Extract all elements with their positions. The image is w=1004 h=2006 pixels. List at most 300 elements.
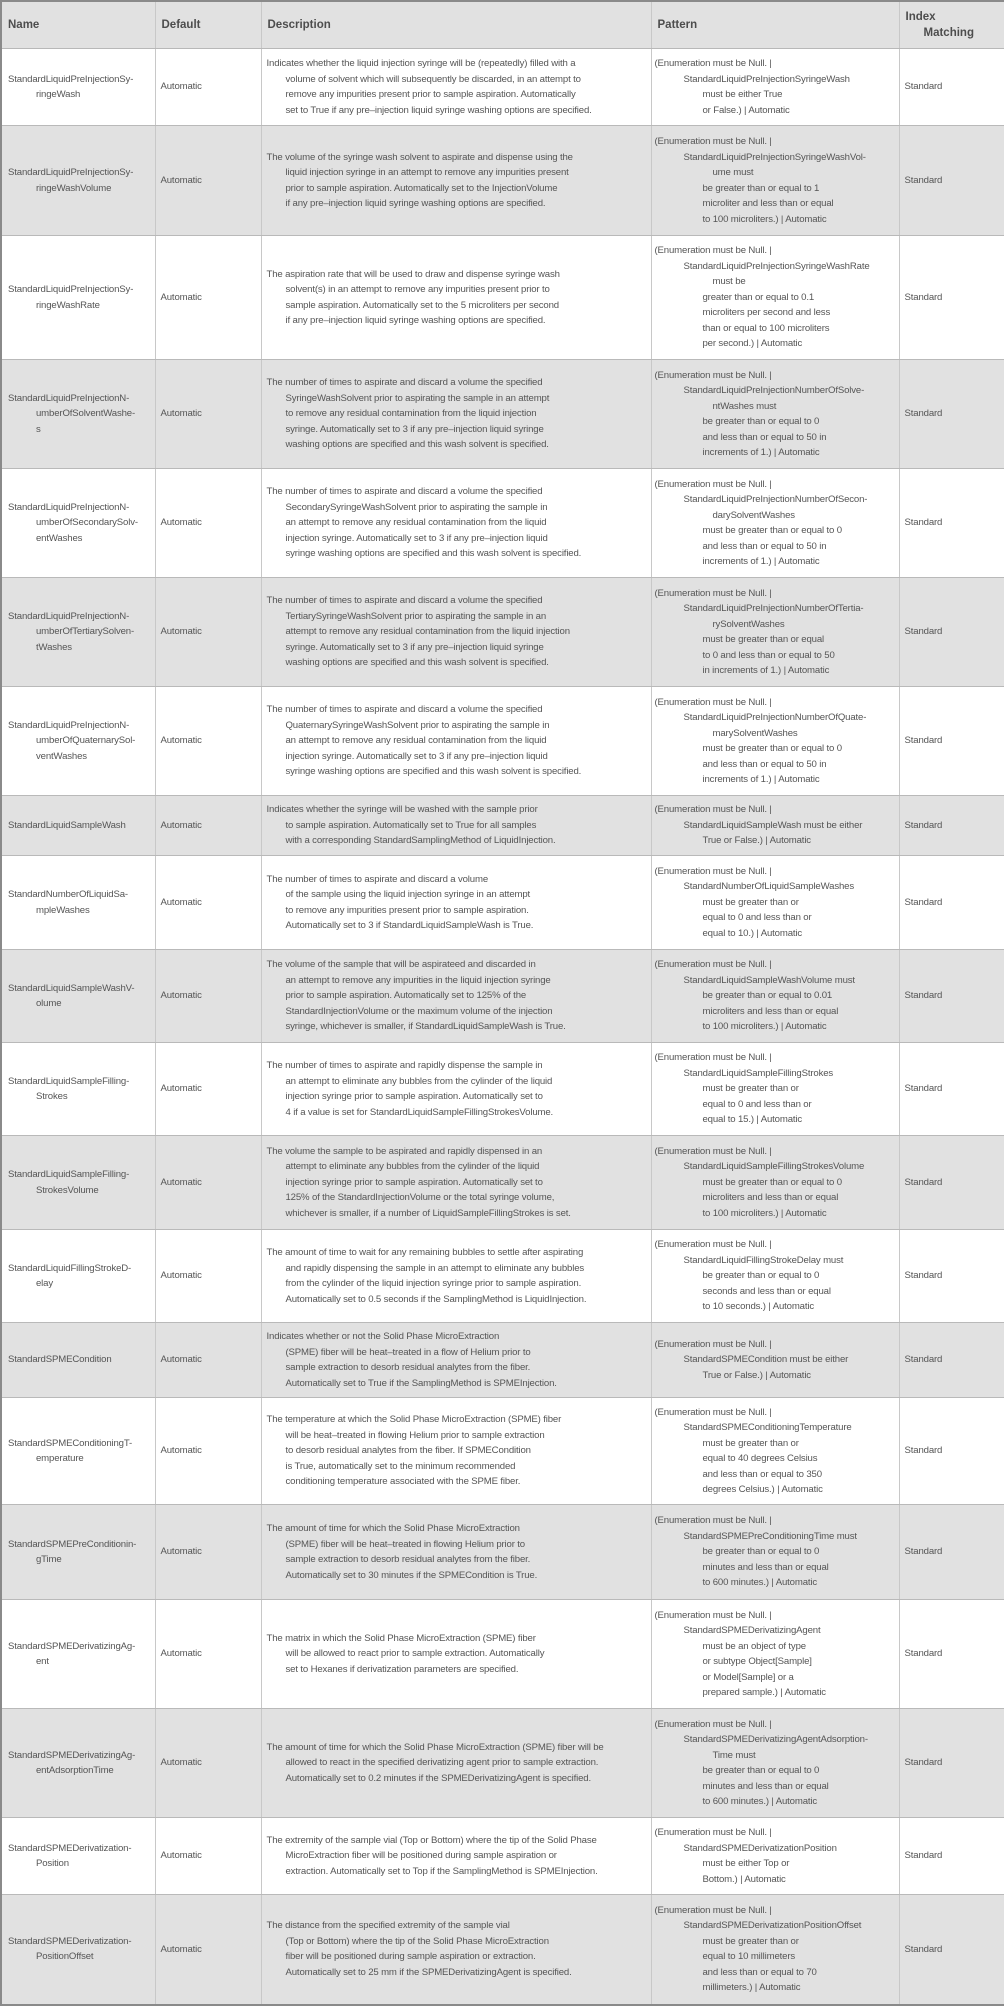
option-name-text: StrokesVolume [36, 1184, 99, 1196]
pattern-text: (Enumeration must be Null. | [654, 1718, 772, 1730]
pattern-cell [651, 1600, 899, 1709]
pattern-cell [651, 1709, 899, 1818]
pattern-text: must be greater than or [702, 896, 799, 908]
description-text: extraction. Automatically set to Top if the SamplingMethod is SPMEInjection. [285, 1865, 598, 1877]
option-name-cell [1, 856, 155, 950]
pattern-text: Bottom.) | Automatic [702, 1873, 786, 1885]
pattern-text: microliters and less than or equal [702, 1192, 839, 1204]
pattern-text: StandardLiquidFillingStrokeDelay must [683, 1254, 844, 1266]
pattern-text: (Enumeration must be Null. | [654, 959, 772, 971]
pattern-text: StandardNumberOfLiquidSampleWashes [683, 881, 855, 893]
option-name-cell [1, 49, 155, 126]
option-name-cell [1, 469, 155, 578]
pattern-text: and less than or equal to 50 in [702, 758, 827, 770]
option-name-text: ringeWashRate [36, 299, 100, 311]
option-name-text: StandardSPMEConditioningT- [8, 1437, 133, 1449]
pattern-text: must be greater than or equal to 0 [702, 743, 842, 754]
description-text: will be allowed to react prior to sample extraction. Automatically [285, 1648, 545, 1660]
description-text: and rapidly dispensing the sample in an attempt to eliminate any bubbles [285, 1262, 585, 1274]
default-value-cell: Automatic [155, 1043, 261, 1136]
description-text: to remove any impurities present prior to sample aspiration. [285, 904, 529, 916]
option-name-text: StandardLiquidPreInjectionN- [8, 392, 130, 404]
pattern-text: or Model[Sample] or a [702, 1671, 794, 1683]
option-name-cell [1, 687, 155, 796]
table-row [1, 1230, 1004, 1323]
pattern-text: darySolventWashes [712, 509, 795, 521]
option-name-cell [1, 1230, 155, 1323]
option-name-cell [1, 1600, 155, 1709]
description-text: (SPME) fiber will be heat–treated in flowing Helium prior to [285, 1538, 525, 1550]
option-name-cell [1, 126, 155, 236]
pattern-cell [651, 236, 899, 360]
index-matching-cell: Standard [899, 687, 1004, 796]
pattern-text: be greater than or equal to 1 [702, 182, 820, 194]
description-text: The number of times to aspirate and discard a volume the specified [266, 377, 543, 389]
pattern-text: be greater than or equal to 0 [702, 1546, 820, 1558]
description-text: remove any impurities present prior to sample aspiration. Automatically [285, 89, 576, 100]
header-default: Default [155, 1, 261, 49]
description-text: The matrix in which the Solid Phase MicroExtraction (SPME) fiber [266, 1632, 536, 1644]
option-name-text: emperature [36, 1453, 84, 1464]
description-cell [261, 950, 651, 1043]
option-name-text: StandardSPMEDerivatization- [8, 1935, 132, 1947]
pattern-text: (Enumeration must be Null. | [654, 1145, 772, 1157]
option-name-text: umberOfSolventWashe- [36, 408, 136, 420]
option-name-text: elay [36, 1278, 53, 1289]
table-row [1, 1136, 1004, 1230]
description-text: Indicates whether the liquid injection syringe will be (repeatedly) filled with a [266, 58, 576, 69]
option-name-cell [1, 578, 155, 687]
description-cell [261, 1043, 651, 1136]
pattern-text: must be greater than or [702, 1437, 799, 1449]
pattern-text: increments of 1.) | Automatic [702, 556, 820, 567]
description-text: sample aspiration. Automatically set to the 5 microliters per second [285, 299, 559, 311]
pattern-text: must be greater than or [702, 1083, 799, 1095]
description-text: allowed to react in the specified derivatizing agent prior to sample extraction. [285, 1757, 599, 1769]
table-row [1, 469, 1004, 578]
index-matching-cell: Standard [899, 578, 1004, 687]
pattern-text: StandardLiquidSampleFillingStrokesVolume [683, 1161, 865, 1173]
description-text: The number of times to aspirate and discard a volume the specified [266, 595, 543, 607]
pattern-text: StandardSPMEDerivatizationPosition [683, 1842, 837, 1854]
default-value-cell: Automatic [155, 126, 261, 236]
description-text: TertiarySyringeWashSolvent prior to aspirating the sample in an [285, 610, 547, 622]
description-cell [261, 49, 651, 126]
pattern-text: ume must [712, 167, 754, 178]
pattern-text: (Enumeration must be Null. | [654, 1609, 772, 1621]
description-cell [261, 1230, 651, 1323]
description-text: QuaternarySyringeWashSolvent prior to aspirating the sample in [285, 719, 550, 731]
description-text: The number of times to aspirate and discard a volume [266, 873, 488, 885]
pattern-text: True or False.) | Automatic [702, 1369, 811, 1381]
default-value-cell: Automatic [155, 950, 261, 1043]
option-name-cell [1, 796, 155, 856]
pattern-text: equal to 40 degrees Celsius [702, 1453, 818, 1464]
description-cell [261, 1505, 651, 1600]
header-index-matching-line1: Index [905, 11, 936, 23]
description-text: 4 if a value is set for StandardLiquidSampleFillingStrokesVolume. [285, 1106, 554, 1118]
description-text: to desorb residual analytes from the fiber. If SPMECondition [285, 1445, 531, 1457]
description-text: Indicates whether or not the Solid Phase MicroExtraction [266, 1331, 500, 1342]
pattern-text: must be [712, 276, 746, 288]
pattern-text: (Enumeration must be Null. | [654, 696, 772, 708]
description-cell [261, 1600, 651, 1709]
pattern-text: equal to 15.) | Automatic [702, 1114, 803, 1126]
table-row [1, 796, 1004, 856]
pattern-text: StandardSPMEDerivatizingAgentAdsorption- [683, 1734, 868, 1745]
table-row [1, 126, 1004, 236]
option-name-text: StandardLiquidPreInjectionN- [8, 719, 130, 731]
description-text: whichever is smaller, if a number of LiquidSampleFillingStrokes is set. [285, 1207, 571, 1219]
table-row [1, 856, 1004, 950]
pattern-text: to 600 minutes.) | Automatic [702, 1577, 818, 1589]
pattern-text: must be either Top or [702, 1858, 790, 1869]
pattern-cell [651, 126, 899, 236]
option-name-text: mpleWashes [36, 904, 90, 916]
description-text: prior to sample aspiration. Automatically set to the InjectionVolume [285, 182, 558, 194]
pattern-text: (Enumeration must be Null. | [654, 1904, 772, 1916]
description-text: washing options are specified and this wash solvent is specified. [285, 657, 549, 669]
description-text: SecondarySyringeWashSolvent prior to aspirating the sample in [285, 501, 548, 513]
default-value-cell: Automatic [155, 1230, 261, 1323]
description-text: if any pre–injection liquid syringe washing options are specified. [285, 198, 546, 209]
description-text: washing options are specified and this wash solvent is specified. [285, 439, 549, 451]
pattern-cell [651, 1505, 899, 1600]
pattern-text: to 0 and less than or equal to 50 [702, 649, 835, 661]
option-name-text: ringeWashVolume [36, 182, 112, 194]
pattern-cell [651, 950, 899, 1043]
description-text: prior to sample aspiration. Automatically set to 125% of the [285, 990, 527, 1002]
default-value-cell: Automatic [155, 687, 261, 796]
description-text: The extremity of the sample vial (Top or Bottom) where the tip of the Solid Phase [266, 1834, 597, 1846]
default-value-cell: Automatic [155, 1709, 261, 1818]
description-cell [261, 1398, 651, 1505]
description-cell [261, 687, 651, 796]
option-name-text: StandardLiquidPreInjectionSy- [8, 73, 134, 85]
pattern-text: marySolventWashes [712, 727, 798, 739]
pattern-text: (Enumeration must be Null. | [654, 1052, 772, 1064]
option-name-text: tWashes [36, 641, 72, 653]
pattern-text: must be an object of type [702, 1640, 806, 1652]
table-row [1, 360, 1004, 469]
description-text: fiber will be positioned during sample aspiration or extraction. [285, 1951, 536, 1963]
option-name-cell [1, 1043, 155, 1136]
default-value-cell: Automatic [155, 1323, 261, 1398]
pattern-text: (Enumeration must be Null. | [654, 1239, 772, 1251]
pattern-cell [651, 1136, 899, 1230]
pattern-text: ntWashes must [712, 400, 777, 412]
pattern-text: (Enumeration must be Null. | [654, 245, 772, 257]
pattern-text: must be greater than or equal [702, 634, 825, 645]
description-text: The temperature at which the Solid Phase MicroExtraction (SPME) fiber [266, 1414, 562, 1426]
default-value-cell: Automatic [155, 1895, 261, 2005]
pattern-text: StandardSPMEDerivatizationPositionOffset [683, 1920, 862, 1932]
option-name-cell [1, 1818, 155, 1895]
default-value-cell: Automatic [155, 360, 261, 469]
pattern-text: StandardLiquidPreInjectionSyringeWash [683, 73, 850, 85]
description-text: injection syringe. Automatically set to 3 if any pre–injection liquid [285, 750, 548, 762]
pattern-text: (Enumeration must be Null. | [654, 1406, 772, 1418]
description-cell [261, 1136, 651, 1230]
table-row [1, 1398, 1004, 1505]
header-index-matching-line2: Matching [923, 27, 974, 39]
index-matching-cell: Standard [899, 1818, 1004, 1895]
option-name-text: StandardLiquidPreInjectionSy- [8, 167, 134, 178]
table-row [1, 1505, 1004, 1600]
header-index-matching [899, 1, 1004, 49]
pattern-text: millimeters.) | Automatic [702, 1982, 801, 1994]
index-matching-cell: Standard [899, 236, 1004, 360]
pattern-cell [651, 578, 899, 687]
header-row [1, 1, 1004, 49]
option-name-text: Position [36, 1858, 69, 1869]
description-cell [261, 1709, 651, 1818]
pattern-text: be greater than or equal to 0.01 [702, 990, 833, 1002]
description-text: The volume the sample to be aspirated and rapidly dispensed in an [266, 1145, 543, 1157]
table-row [1, 1709, 1004, 1818]
description-text: to remove any residual contamination from the liquid injection [285, 408, 537, 420]
pattern-text: increments of 1.) | Automatic [702, 447, 820, 458]
pattern-text: StandardSPMEConditioningTemperature [683, 1422, 852, 1433]
description-text: injection syringe prior to sample aspiration. Automatically set to [285, 1091, 543, 1102]
pattern-text: and less than or equal to 350 [702, 1468, 822, 1480]
table-row [1, 236, 1004, 360]
description-text: SyringeWashSolvent prior to aspirating the sample in an attempt [285, 392, 550, 404]
option-name-cell [1, 1398, 155, 1505]
option-name-text: StandardSPMEDerivatizingAg- [8, 1749, 136, 1761]
table-row [1, 578, 1004, 687]
description-cell [261, 1818, 651, 1895]
description-text: injection syringe prior to sample aspiration. Automatically set to [285, 1176, 543, 1188]
pattern-text: to 100 microliters.) | Automatic [702, 1021, 827, 1033]
pattern-text: (Enumeration must be Null. | [654, 865, 772, 877]
pattern-text: StandardSPMEPreConditioningTime must [683, 1530, 857, 1542]
description-text: of the sample using the liquid injection syringe in an attempt [285, 889, 531, 900]
index-matching-cell: Standard [899, 1323, 1004, 1398]
option-name-text: StandardSPMEDerivatization- [8, 1842, 132, 1854]
index-matching-cell: Standard [899, 1043, 1004, 1136]
pattern-text: (Enumeration must be Null. | [654, 804, 772, 816]
description-text: from the cylinder of the liquid injection syringe prior to sample aspiration. [285, 1278, 582, 1289]
option-name-cell [1, 1505, 155, 1600]
option-name-cell [1, 1709, 155, 1818]
default-value-cell: Automatic [155, 796, 261, 856]
pattern-cell [651, 360, 899, 469]
description-text: attempt to remove any residual contamination from the liquid injection [285, 626, 570, 638]
description-text: Indicates whether the syringe will be washed with the sample prior [266, 804, 538, 816]
description-text: The amount of time for which the Solid Phase MicroExtraction (SPME) fiber will be [266, 1741, 604, 1753]
option-name-text: umberOfSecondarySolv- [36, 517, 138, 529]
option-name-text: PositionOffset [36, 1951, 94, 1963]
description-text: set to True if any pre–injection liquid syringe washing options are specified. [285, 104, 592, 116]
pattern-text: (Enumeration must be Null. | [654, 1515, 772, 1527]
pattern-text: and less than or equal to 70 [702, 1966, 817, 1978]
pattern-text: than or equal to 100 microliters [702, 322, 830, 334]
pattern-cell [651, 687, 899, 796]
index-matching-cell: Standard [899, 1600, 1004, 1709]
option-name-text: s [36, 423, 41, 435]
description-text: The aspiration rate that will be used to draw and dispense syringe wash [266, 268, 560, 280]
option-name-text: StandardLiquidSampleWash [8, 819, 126, 831]
option-name-text: olume [36, 998, 62, 1009]
option-name-text: umberOfTertiarySolven- [36, 626, 135, 638]
pattern-text: StandardLiquidSampleFillingStrokes [683, 1067, 834, 1079]
index-matching-cell: Standard [899, 1398, 1004, 1505]
option-name-text: ent [36, 1656, 49, 1667]
description-text: will be heat–treated in flowing Helium prior to sample extraction [285, 1429, 545, 1441]
pattern-text: must be greater than or equal to 0 [702, 1176, 842, 1188]
option-name-cell [1, 236, 155, 360]
table-row [1, 1043, 1004, 1136]
description-text: sample extraction to desorb residual analytes from the fiber. [285, 1362, 531, 1373]
description-text: set to Hexanes if derivatization parameters are specified. [285, 1663, 519, 1675]
description-cell [261, 360, 651, 469]
description-text: Automatically set to 30 minutes if the SPMECondition is True. [285, 1569, 538, 1581]
table-row [1, 687, 1004, 796]
index-matching-cell: Standard [899, 469, 1004, 578]
option-name-cell [1, 950, 155, 1043]
pattern-text: microliters and less than or equal [702, 1005, 839, 1017]
option-name-text: Strokes [36, 1091, 68, 1102]
option-name-text: entAdsorptionTime [36, 1765, 114, 1776]
pattern-cell [651, 1323, 899, 1398]
option-name-text: gTime [36, 1554, 62, 1565]
pattern-text: microliter and less than or equal [702, 198, 834, 209]
pattern-text: to 100 microliters.) | Automatic [702, 1207, 827, 1219]
pattern-text: must be greater than or equal to 0 [702, 525, 842, 536]
default-value-cell: Automatic [155, 1600, 261, 1709]
table-row [1, 49, 1004, 126]
description-cell [261, 796, 651, 856]
default-value-cell: Automatic [155, 578, 261, 687]
table-row [1, 1323, 1004, 1398]
description-text: syringe washing options are specified and this wash solvent is specified. [285, 548, 582, 560]
pattern-cell [651, 856, 899, 950]
pattern-text: equal to 0 and less than or [702, 912, 812, 924]
index-matching-cell: Standard [899, 126, 1004, 236]
pattern-text: (Enumeration must be Null. | [654, 587, 772, 599]
pattern-text: greater than or equal to 0.1 [702, 291, 815, 303]
pattern-text: (Enumeration must be Null. | [654, 369, 772, 381]
pattern-text: StandardSPMEDerivatizingAgent [683, 1625, 821, 1636]
index-matching-cell: Standard [899, 1136, 1004, 1230]
pattern-text: minutes and less than or equal [702, 1561, 829, 1573]
pattern-text: (Enumeration must be Null. | [654, 58, 772, 69]
option-name-text: StandardSPMEPreConditionin- [8, 1538, 137, 1550]
description-text: injection syringe. Automatically set to 3 if any pre–injection liquid [285, 532, 548, 544]
pattern-cell [651, 1230, 899, 1323]
option-name-text: StandardSPMECondition [8, 1354, 112, 1366]
pattern-text: StandardLiquidPreInjectionSyringeWashRate [683, 260, 870, 272]
option-name-text: StandardLiquidSampleWashV- [8, 982, 135, 994]
description-cell [261, 856, 651, 950]
description-text: sample extraction to desorb residual analytes from the fiber. [285, 1554, 531, 1565]
header-description: Description [261, 1, 651, 49]
pattern-text: StandardLiquidPreInjectionSyringeWashVol- [683, 151, 866, 163]
index-matching-cell: Standard [899, 950, 1004, 1043]
pattern-text: or False.) | Automatic [702, 104, 790, 116]
pattern-text: must be greater than or [702, 1935, 799, 1947]
index-matching-cell: Standard [899, 1505, 1004, 1600]
description-cell [261, 578, 651, 687]
default-value-cell: Automatic [155, 1398, 261, 1505]
pattern-text: and less than or equal to 50 in [702, 431, 827, 443]
description-text: The number of times to aspirate and discard a volume the specified [266, 486, 543, 498]
pattern-cell [651, 1895, 899, 2005]
pattern-text: Time must [712, 1749, 756, 1761]
pattern-text: (Enumeration must be Null. | [654, 136, 772, 147]
default-value-cell: Automatic [155, 1136, 261, 1230]
description-text: The volume of the syringe wash solvent to aspirate and dispense using the [266, 151, 573, 163]
pattern-text: microliters per second and less [702, 307, 831, 319]
default-value-cell: Automatic [155, 1505, 261, 1600]
option-name-text: ringeWash [36, 89, 81, 100]
description-text: an attempt to remove any residual contamination from the liquid [285, 735, 547, 747]
pattern-text: per second.) | Automatic [702, 338, 803, 350]
description-text: The number of times to aspirate and discard a volume the specified [266, 704, 543, 716]
description-text: an attempt to remove any residual contamination from the liquid [285, 517, 547, 529]
description-text: MicroExtraction fiber will be positioned during sample aspiration or [285, 1850, 557, 1862]
description-cell [261, 1895, 651, 2005]
description-cell [261, 236, 651, 360]
description-cell [261, 126, 651, 236]
pattern-text: equal to 0 and less than or [702, 1098, 812, 1110]
description-text: conditioning temperature associated with the SPME fiber. [285, 1476, 521, 1488]
description-text: syringe. Automatically set to 3 if any pre–injection liquid syringe [285, 641, 544, 653]
option-name-text: StandardLiquidSampleFilling- [8, 1169, 130, 1180]
description-text: Automatically set to 0.2 minutes if the SPMEDerivatizingAgent is specified. [285, 1772, 591, 1784]
description-text: The number of times to aspirate and rapidly dispense the sample in [266, 1060, 543, 1071]
option-name-text: StandardLiquidPreInjectionN- [8, 610, 130, 622]
description-text: syringe, whichever is smaller, if StandardLiquidSampleWash is True. [285, 1021, 566, 1033]
description-text: syringe. Automatically set to 3 if any pre–injection liquid syringe [285, 423, 544, 435]
description-text: (Top or Bottom) where the tip of the Solid Phase MicroExtraction [285, 1935, 549, 1947]
pattern-text: StandardLiquidPreInjectionNumberOfQuate- [683, 712, 867, 723]
index-matching-cell: Standard [899, 49, 1004, 126]
option-name-cell [1, 360, 155, 469]
description-text: with a corresponding StandardSamplingMethod of LiquidInjection. [285, 835, 556, 847]
description-text: StandardInjectionVolume or the maximum volume of the injection [285, 1005, 553, 1017]
table-row [1, 1818, 1004, 1895]
option-name-text: entWashes [36, 532, 83, 544]
pattern-text: in increments of 1.) | Automatic [702, 665, 830, 676]
option-name-text: StandardSPMEDerivatizingAg- [8, 1640, 136, 1652]
description-text: The amount of time to wait for any remaining bubbles to settle after aspirating [266, 1247, 584, 1258]
index-matching-cell: Standard [899, 360, 1004, 469]
option-name-text: ventWashes [36, 750, 87, 762]
description-text: solvent(s) in an attempt to remove any impurities present prior to [285, 284, 550, 295]
pattern-text: to 600 minutes.) | Automatic [702, 1796, 818, 1807]
pattern-text: StandardSPMECondition must be either [683, 1354, 849, 1366]
description-text: syringe washing options are specified and this wash solvent is specified. [285, 766, 582, 778]
pattern-text: StandardLiquidSampleWash must be either [683, 819, 863, 831]
index-matching-cell: Standard [899, 796, 1004, 856]
description-text: an attempt to remove any impurities in the liquid injection syringe [285, 974, 551, 986]
description-text: The distance from the specified extremity of the sample vial [266, 1920, 510, 1932]
default-value-cell: Automatic [155, 1818, 261, 1895]
pattern-text: must be either True [702, 89, 783, 100]
option-name-text: StandardLiquidPreInjectionN- [8, 501, 130, 513]
default-value-cell: Automatic [155, 469, 261, 578]
pattern-text: be greater than or equal to 0 [702, 1765, 820, 1776]
pattern-text: to 10 seconds.) | Automatic [702, 1301, 814, 1313]
option-name-cell [1, 1895, 155, 2005]
description-cell [261, 469, 651, 578]
default-value-cell: Automatic [155, 236, 261, 360]
option-name-text: umberOfQuaternarySol- [36, 735, 136, 747]
pattern-text: minutes and less than or equal [702, 1780, 829, 1792]
pattern-text: rySolventWashes [712, 618, 785, 630]
